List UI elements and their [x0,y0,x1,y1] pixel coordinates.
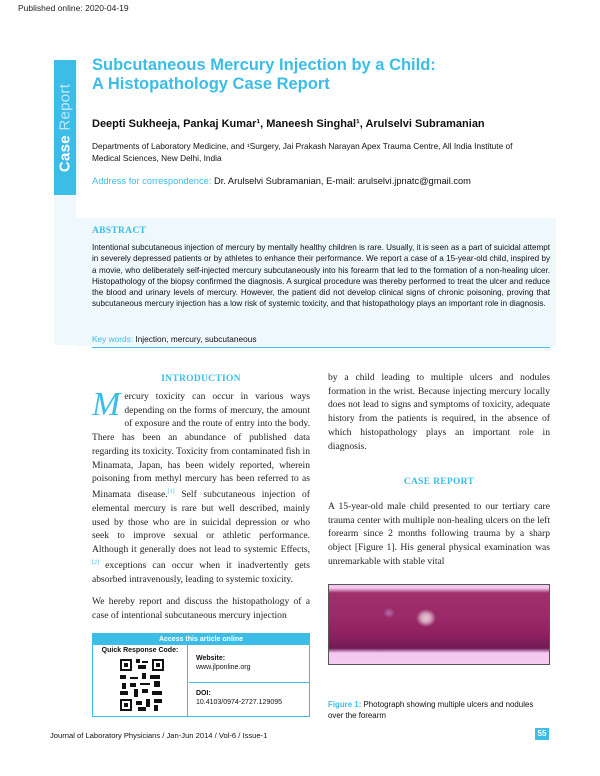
correspondence [92,176,471,186]
keywords-text: Injection, mercury, subcutaneous [133,334,257,344]
introduction-heading: INTRODUCTION [161,374,241,384]
citation-1[interactable]: [1] [167,488,175,495]
abstract-heading: ABSTRACT [92,226,147,236]
correspondence-label: Address for correspondence: [92,176,212,186]
article-type-bold: Case [56,134,74,172]
doi-link[interactable]: 10.4103/0974-2727.129095 [196,699,283,706]
article-type-tab [54,60,76,195]
qr-code-icon[interactable] [118,657,166,713]
header-rule [76,60,79,195]
correspondence-text[interactable]: Dr. Arulselvi Subramanian, E-mail: arulselvi.jpnatc@gmail.com [211,176,471,186]
website-link[interactable]: www.jlponline.org [196,664,251,671]
case-report-text: A 15-year-old male child presented to our tertiary care trauma center with multiple non-healing ulcers on the left forearm since 2 months following trauma by a sharp object [Figure 1]. His general physical examination was unremarkable with stable vital [328,501,550,567]
article-type-light: Report [56,83,74,131]
article-title [92,56,552,94]
keywords-label: Key words: [92,334,134,344]
introduction-paragraph-2: We hereby report and discuss the histopathology of a case of intentional subcutaneous mercury injection [92,596,310,621]
qr-label: Quick Response Code: [101,647,179,654]
figure-1-caption [328,700,550,721]
journal-footer: Journal of Laboratory Physicians / Jan-Jun 2014 / Vol-6 / Issue-1 [50,731,268,740]
right-column-continuation: by a child leading to multiple ulcers and nodules formation in the wrist. Because injecting mercury locally does not lead to signs and symptoms of toxicity, adequate history from the patients is required, in the absence of which histopathology plays an important role in diagnosis. [328,372,550,452]
affiliation: Departments of Laboratory Medicine, and ¹Surgery, Jai Prakash Narayan Apex Trauma Centre, All India Institute of Medical Sciences, New Delhi, India [92,141,513,163]
figure-1-photo [328,584,550,665]
case-report-heading: CASE REPORT [403,477,475,487]
keywords [92,334,257,344]
citation-2[interactable]: [2] [92,559,99,566]
side-band [54,195,76,345]
website-section [189,645,309,683]
title-line-1: Subcutaneous Mercury Injection by a Child: [92,56,436,74]
access-header: Access this article online [93,634,309,645]
title-line-2: A Histopathology Case Report [92,75,330,93]
intro-text-b: Self subcutaneous injection of elemental mercury is rare but well described, mainly used by those who are in suicidal depression or who seek to improve sexual or athletic performance. Although it generally does not lead to systemic Effects, [92,489,310,555]
intro-text-c: exceptions can occur when it inadvertently gets absorbed intravenously, leading to systemic toxicity. [92,559,310,585]
qr-section [93,645,188,716]
published-date: Published online: 2020-04-19 [18,3,129,13]
figure-caption-text: Photograph showing multiple ulcers and nodules over the forearm [328,700,534,720]
figure-label: Figure 1: [328,700,362,709]
abstract-text: Intentional subcutaneous injection of mercury by mentally healthy children is rare. Usually, it is seen as a part of suicidal attempt in severely depressed patients or by athletes to enhance their performance. We report a case of a 15-year-old child, inspired by a movie, who deliberately self-injected mercury subcutaneously into his forearm that led to the formation of a non-healing ulcer. Histopathology of the biopsy confirmed the diagnosis. A surgical procedure was thereby performed to treat the ulcer and reduce the blood and urinary levels of mercury. However, the patient did not develop clinical signs of chronic poisoning, proving that subcutaneous mercury injection has a low risk of systemic toxicity, and that histopathology plays an important role in diagnosis. [92,243,550,309]
access-online-box [92,633,310,717]
drop-cap: M [92,386,121,423]
page-number: 55 [535,728,549,740]
doi-section [189,684,309,716]
doi-label: DOI: [196,690,211,697]
keywords-divider [92,347,550,348]
introduction-paragraph-1 [92,386,310,586]
website-label: Website: [196,655,226,662]
author-list: Deepti Sukheeja, Pankaj Kumar¹, Maneesh Singhal¹, Arulselvi Subramanian [92,118,485,130]
intro-text-a: ercury toxicity can occur in various ways depending on the forms of mercury, the amount of exposure and the route of entry into the body. There has been an abundance of published data regarding its toxicity. Toxicity from contaminated fish in Minamata, Japan, has been widely reported, wherein poisoning from methyl mercury has been referred to as Minamata disease. [92,391,310,501]
